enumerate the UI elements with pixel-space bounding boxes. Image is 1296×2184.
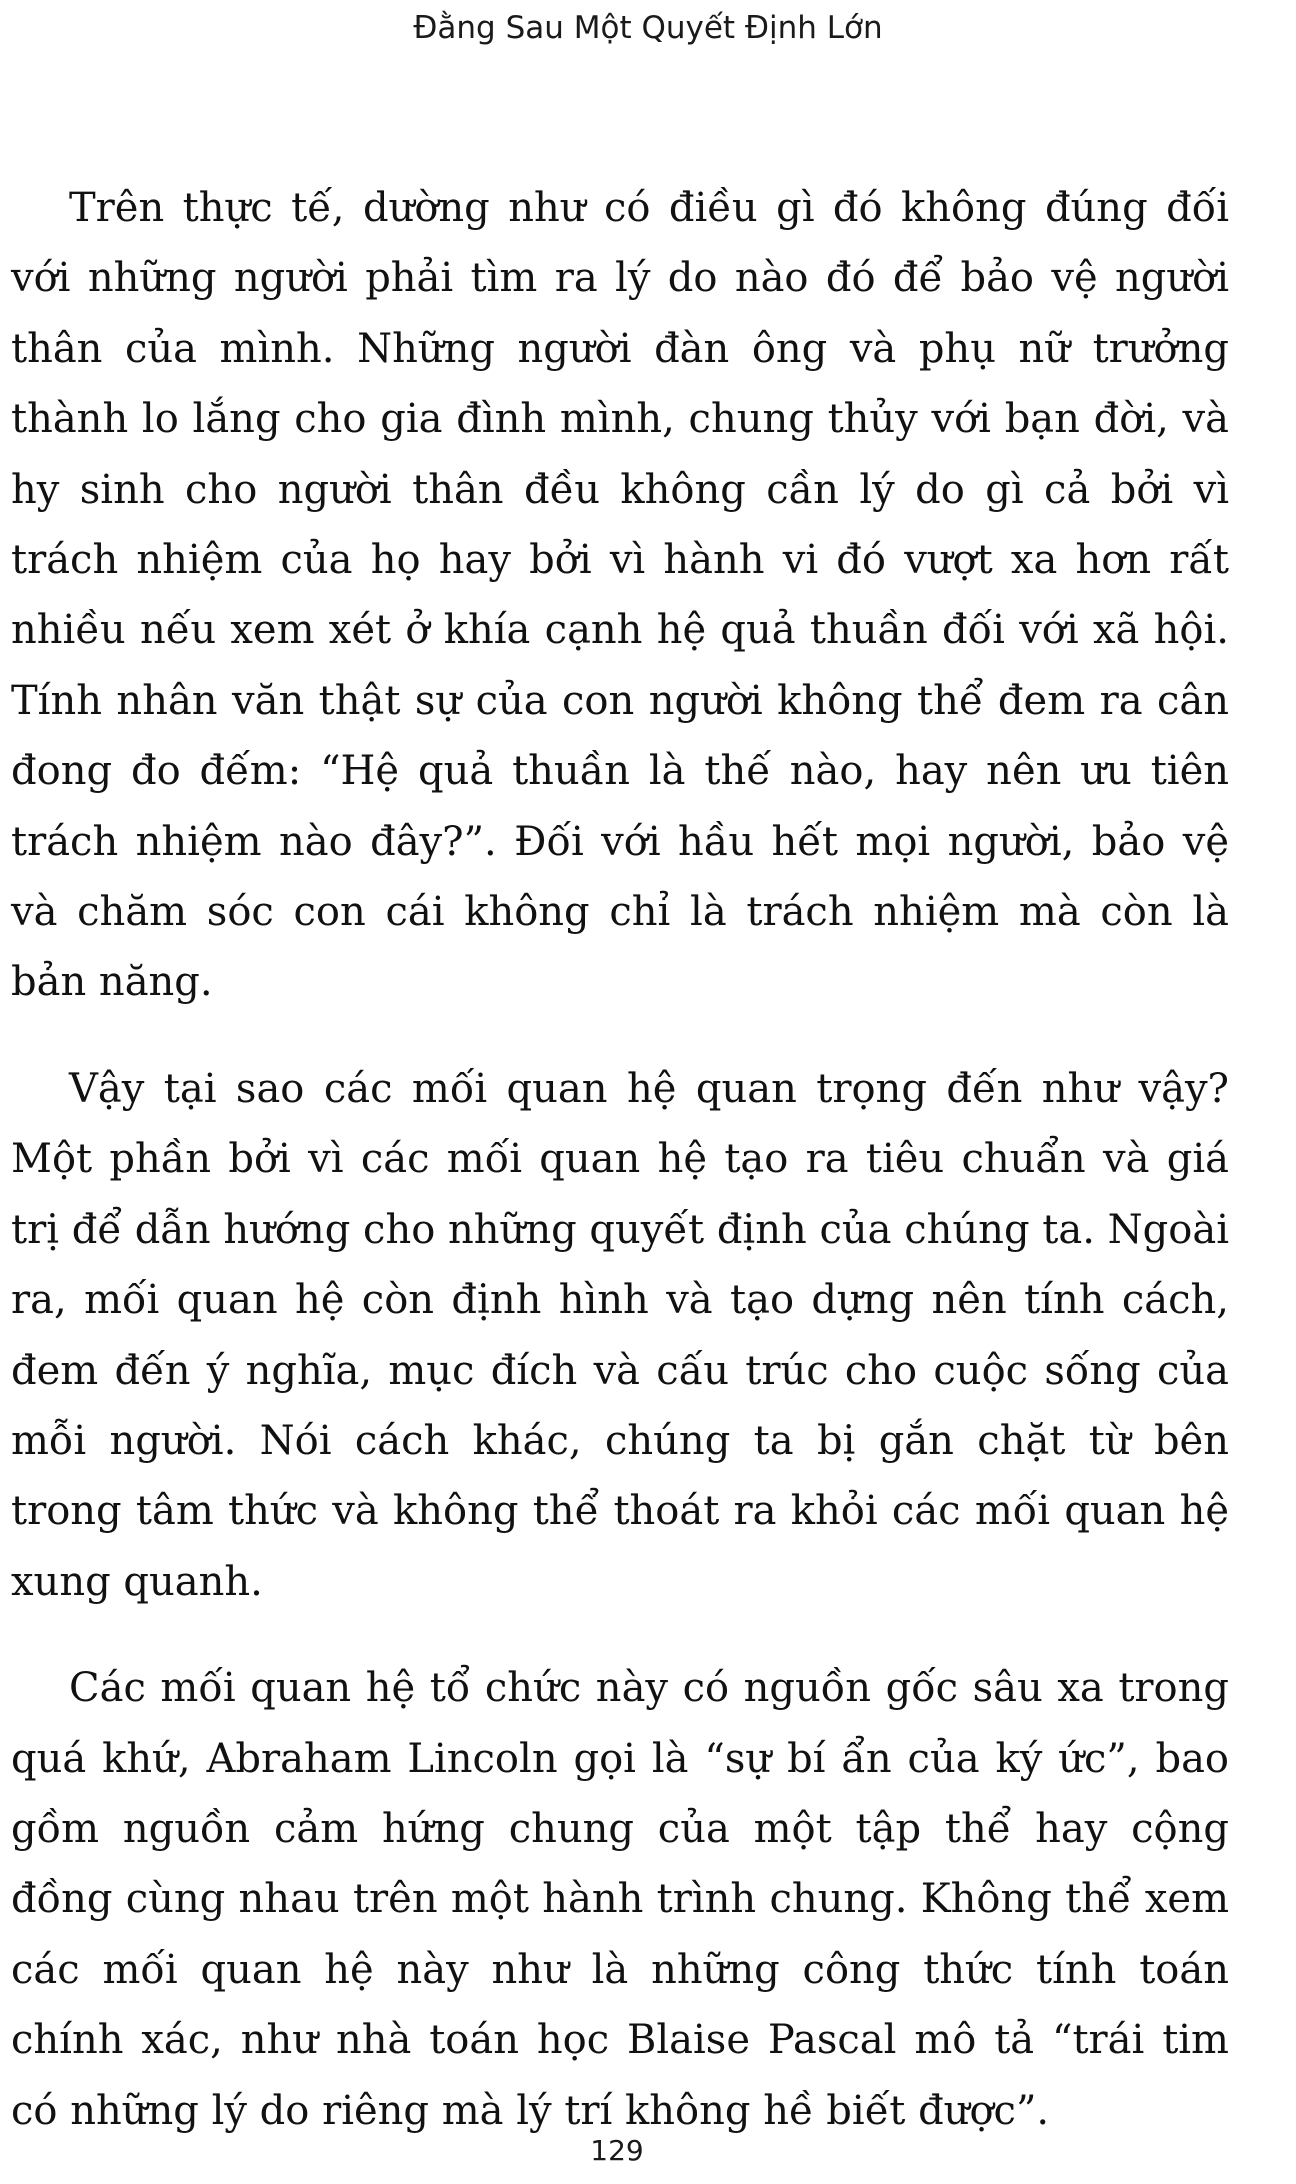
page-number: 129 [590, 2134, 644, 2167]
running-header: Đằng Sau Một Quyết Định Lớn [413, 10, 883, 46]
paragraph-3: Các mối quan hệ tổ chức này có nguồn gốc sâu xa trong quá khứ, Abraham Lincoln gọi là “sự bí ẩn của ký ức”, bao gồm nguồn cảm hứng chung của một tập thể hay cộng đồng cùng nhau trên một hành trình chung. Không thể xem các mối quan hệ này như là những công thức tính toán chính xác, như nhà toán học Blaise Pascal mô tả “trái tim có những lý do riêng mà lý trí không hề biết được”. [11, 1665, 1229, 2134]
paragraph-2: Vậy tại sao các mối quan hệ quan trọng đến như vậy? Một phần bởi vì các mối quan hệ tạo ra tiêu chuẩn và giá trị để dẫn hướng cho những quyết định của chúng ta. Ngoài ra, mối quan hệ còn định hình và tạo dựng nên tính cách, đem đến ý nghĩa, mục đích và cấu trúc cho cuộc sống của mỗi người. Nói cách khác, chúng ta bị gắn chặt từ bên trong tâm thức và không thể thoát ra khỏi các mối quan hệ xung quanh. [11, 1065, 1229, 1605]
paragraph-1: Trên thực tế, dường như có điều gì đó không đúng đối với những người phải tìm ra lý do nào đó để bảo vệ người thân của mình. Những người đàn ông và phụ nữ trưởng thành lo lắng cho gia đình mình, chung thủy với bạn đời, và hy sinh cho người thân đều không cần lý do gì cả bởi vì trách nhiệm của họ hay bởi vì hành vi đó vượt xa hơn rất nhiều nếu xem xét ở khía cạnh hệ quả thuần đối với xã hội. Tính nhân văn thật sự của con người không thể đem ra cân đong đo đếm: “Hệ quả thuần là thế nào, hay nên ưu tiên trách nhiệm nào đây?”. Đối với hầu hết mọi người, bảo vệ và chăm sóc con cái không chỉ là trách nhiệm mà còn là bản năng. [11, 185, 1229, 1006]
body-text [11, 173, 1229, 2146]
